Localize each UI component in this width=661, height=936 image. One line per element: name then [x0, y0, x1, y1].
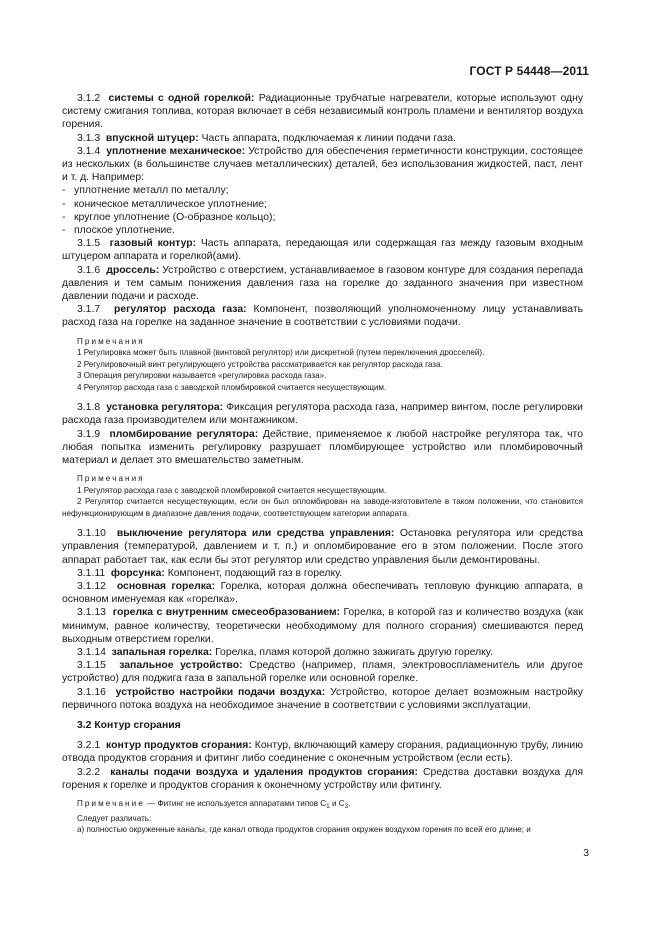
note-distinguish: Следует различать:	[77, 813, 152, 823]
note-item: 3 Операция регулировки называется «регулировка расхода газа».	[77, 371, 327, 381]
clause-3-2-2: 3.2.2 каналы подачи воздуха и удаления продуктов сгорания: Средства доставки воздуха для горения к горелке и продуктов сгорания к оконечному устройству или фитингу.	[62, 766, 584, 791]
notes-title: Примечания	[77, 474, 145, 484]
clause-3-1-15: 3.1.15 запальное устройство: Средство (например, пламя, электровоспламенитель или другое устройство) для поджига газа в запальной горелке или основной горелке.	[62, 660, 583, 685]
notes-block-2	[62, 473, 583, 519]
note-fitting: Примечание — Фитинг не используется аппаратами типов $С_1$ и $С_3$.	[77, 799, 351, 811]
clause-3-1-2: 3.1.2 системы с одной горелкой: Радиационные трубчатые нагреватели, которые используют одну систему сжигания топлива, которая включает в себя независимый контроль пламени и вентилятор воздуха горения.	[62, 93, 584, 131]
note-item: 2 Регулятор считается несуществующим, если он был опломбирован на заводе-изготовителе в таком положении, что становится нефункционирующим в диапазоне давления подачи, соответствующем категории аппарата.	[62, 497, 583, 518]
notes-block-1	[62, 336, 583, 394]
list-item: - круглое уплотнение (О-образное кольцо);	[62, 211, 276, 223]
clause-3-1-6: 3.1.6 дроссель: Устройство с отверстием, устанавливаемое в газовом контуре для создания перепада давления и тем самым понижения давления газа на горелке до заданного значения при известном давлении подачи и расходе.	[62, 264, 583, 303]
clause-3-1-7: 3.1.7 регулятор расхода газа: Компонент, позволяющий уполномоченному лицу устанавливать расход газа на горелке на заданное значение в соответствии с условиями подачи.	[62, 304, 583, 329]
page-number: 3	[583, 848, 589, 859]
note-item: 4 Регулятор расхода газа с заводской пломбировкой считается несуществующим.	[77, 382, 387, 392]
standard-designation: ГОСТ Р 54448—2011	[469, 64, 589, 78]
clause-3-1-9: 3.1.9 пломбирование регулятора: Действие, применяемое к любой настройке регулятора так, что любая попытка изменить регулировку разрушает пломбирующее устройство или пломбировочный материал и делает это вмешательство заметным.	[62, 428, 583, 466]
notes-block-3	[62, 798, 583, 836]
note-item: 1 Регулятор расхода газа с заводской пломбировкой считается несуществующим.	[77, 485, 387, 495]
notes-title: Примечания	[77, 336, 145, 346]
clause-3-1-5: 3.1.5 газовый контур: Часть аппарата, передающая или содержащая газ между газовым входным штуцером аппарата и горелкой(ами).	[62, 238, 584, 263]
clause-3-1-14: 3.1.14 запальная горелка: Горелка, пламя которой должно зажигать другую горелку.	[77, 647, 493, 658]
document-body	[62, 92, 583, 836]
note-item-a: а) полностью окруженные каналы, где канал отвода продуктов сгорания окружен воздухом горения по всей его длине; и	[77, 825, 531, 835]
section-heading: 3.2 Контур сгорания	[77, 720, 181, 732]
clause-3-2-1: 3.2.1 контур продуктов сгорания: Контур, включающий камеру сгорания, радиационную трубу, линию отвода продуктов сгорания и фитинг либо соединение с оконечным устройством (если есть).	[62, 740, 583, 765]
list-item: - плоское уплотнение.	[62, 225, 175, 237]
clause-3-1-8: 3.1.8 установка регулятора: Фиксация регулятора расхода газа, например винтом, после регулировки расхода газа производителем или монтажником.	[62, 402, 583, 427]
list-item: - уплотнение металл по металлу;	[62, 185, 229, 197]
note-item: 2 Регулировочный винт регулирующего устройства рассматривается как регулятор расхода газа.	[77, 359, 443, 369]
seal-types-list	[62, 184, 583, 237]
list-item: - коническое металлическое уплотнение;	[62, 198, 267, 210]
clause-3-1-4: 3.1.4 уплотнение механическое: Устройство для обеспечения герметичности конструкции, состоящее из нескольких (в большинстве случаев металлических) деталей, без использования жидкостей, паст, лент и т. д. Например:	[62, 145, 584, 184]
clause-3-1-16: 3.1.16 устройство настройки подачи воздуха: Устройство, которое делает возможным настройку первичного потока воздуха на необходимое значение в соответствии с условиями эксплуатации.	[62, 686, 583, 711]
clause-3-1-13: 3.1.13 горелка с внутренним смесеобразованием: Горелка, в которой газ и количество воздуха (как минимум, равное количеству, теоретически необходимому для полного сгорания) смешиваются перед выходным отверстием горелки.	[62, 607, 584, 645]
note-item: 1 Регулировка может быть плавной (винтовой регулятор) или дискретной (путем переключения дросселей).	[77, 348, 485, 358]
clause-3-1-3: 3.1.3 впускной штуцер: Часть аппарата, подключаемая к линии подачи газа.	[77, 132, 456, 144]
clause-3-1-10: 3.1.10 выключение регулятора или средства управления: Остановка регулятора или средства управления (температурой, давлением и т. п.) и опломбирование его в этом положении. После этого аппарат работает так, как если бы этот регулятор или средство управления были демонтированы.	[62, 528, 583, 566]
clause-3-1-12: 3.1.12 основная горелка: Горелка, которая должна обеспечивать тепловую функцию аппарата, в основном именуемая как «горелка».	[62, 580, 584, 606]
clause-3-1-11: 3.1.11 форсунка: Компонент, подающий газ в горелку.	[77, 567, 343, 579]
